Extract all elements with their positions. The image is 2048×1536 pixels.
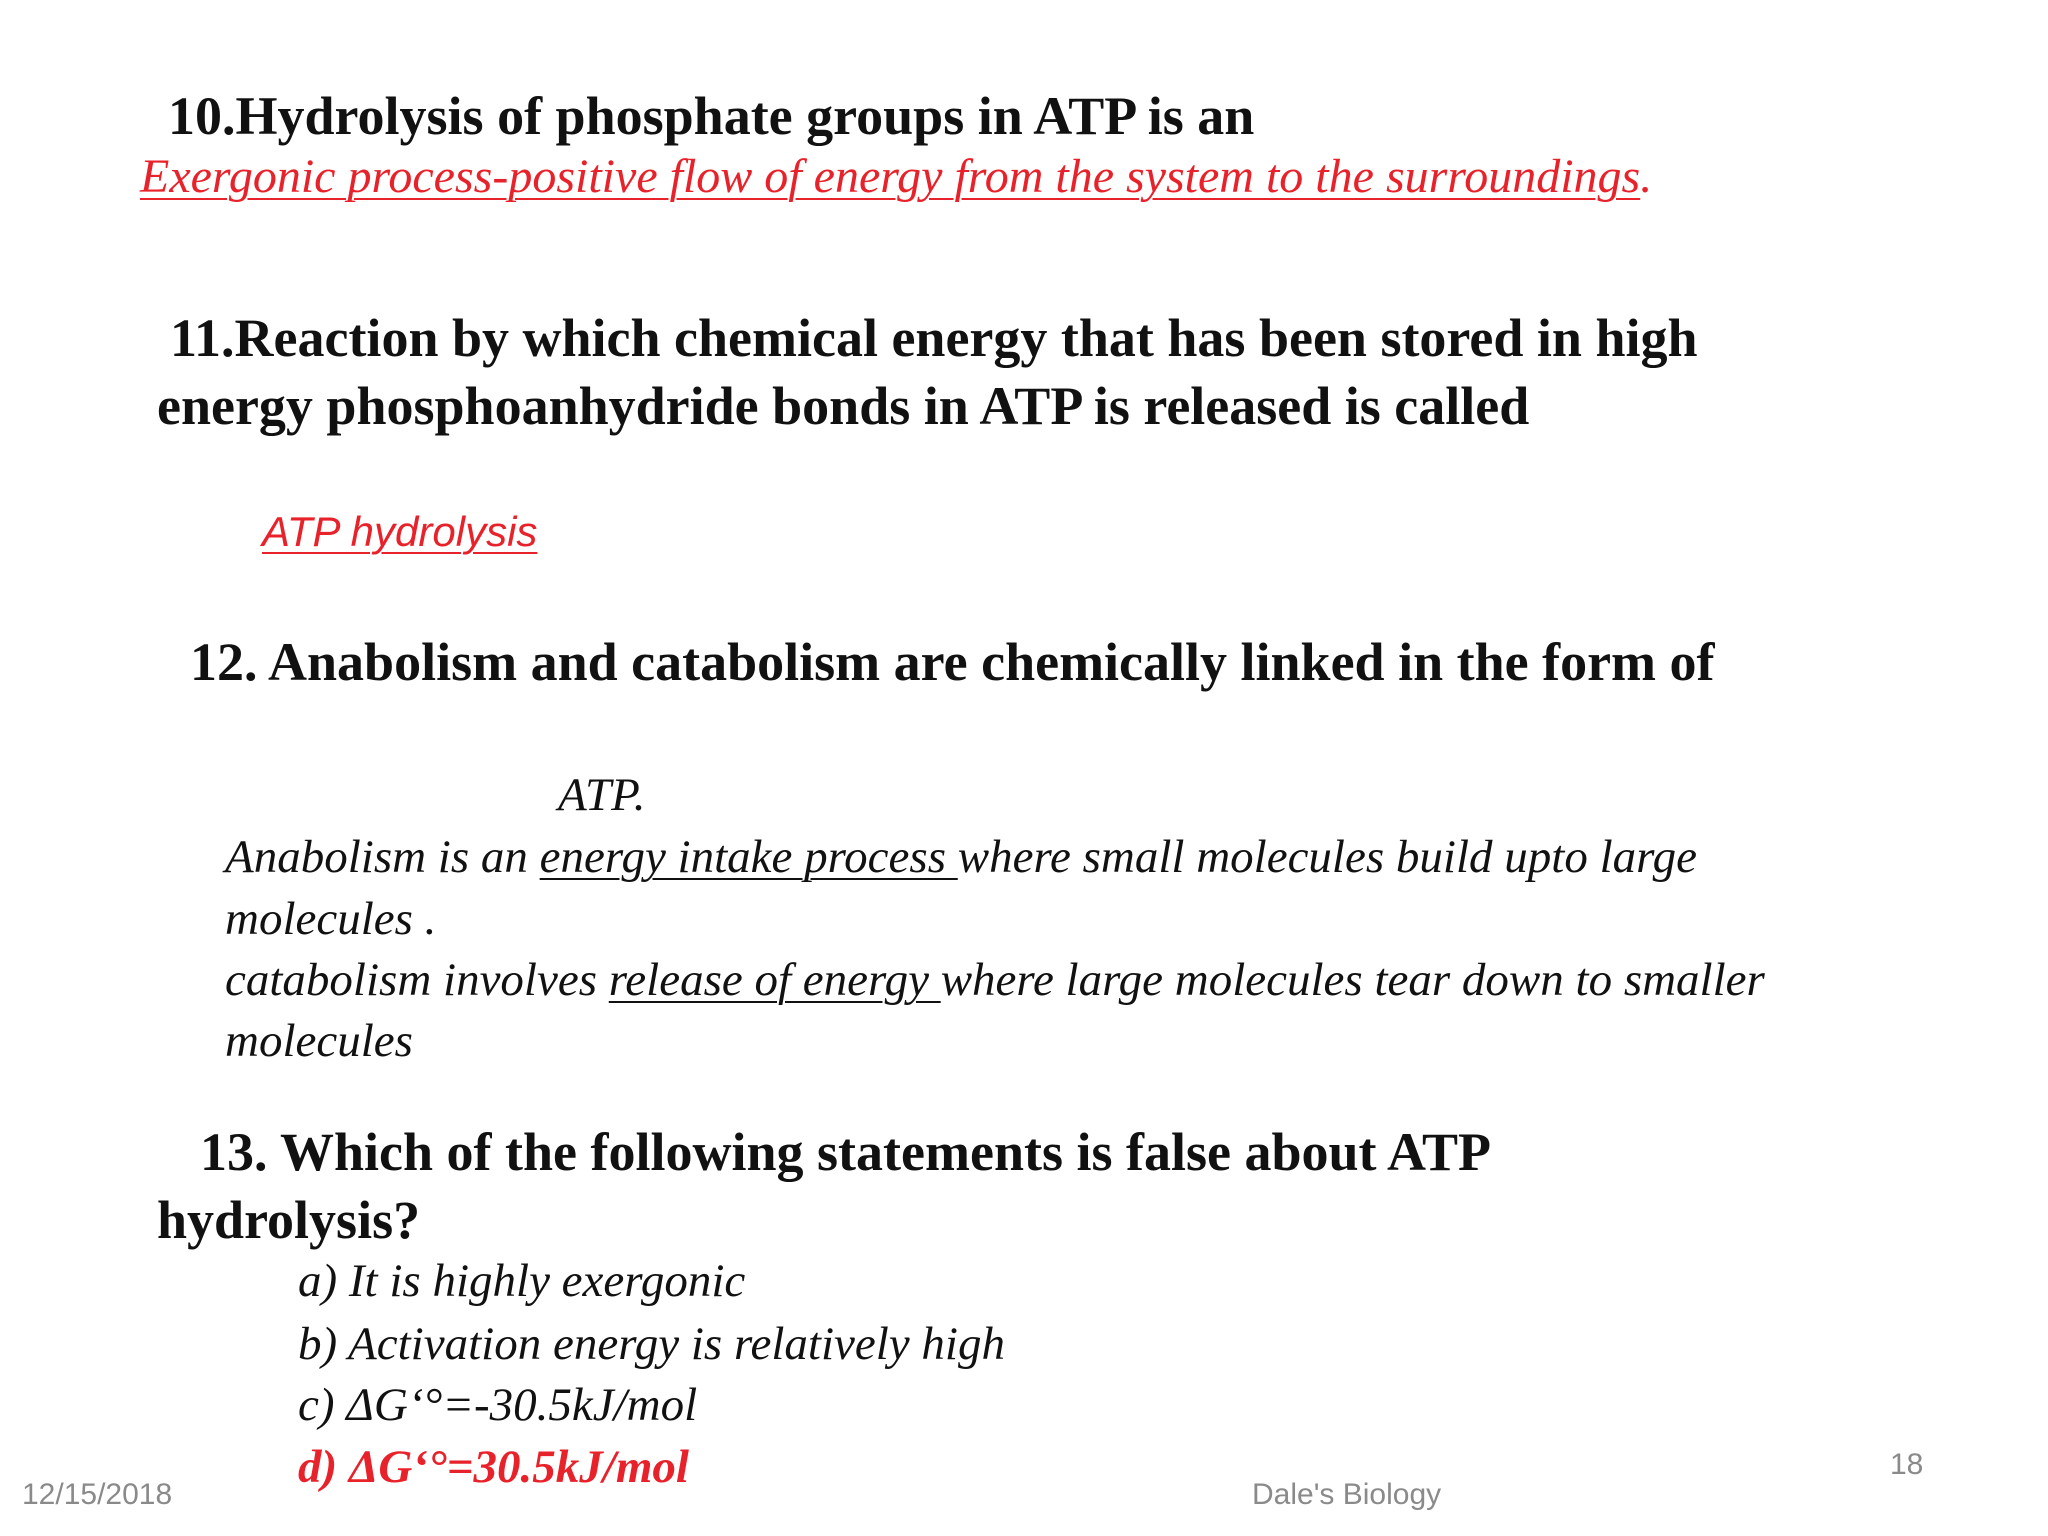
q12-catabolism-cont: molecules — [225, 1015, 413, 1067]
q13-option-a: a) It is highly exergonic — [298, 1255, 746, 1307]
q13-question-line1: 13. Which of the following statements is false about ATP — [200, 1122, 1492, 1182]
q12-question: 12. Anabolism and catabolism are chemically linked in the form of — [190, 632, 1715, 692]
q11-question-line2: energy phosphoanhydride bonds in ATP is released is called — [157, 376, 1530, 436]
q11-question-line1: 11.Reaction by which chemical energy that has been stored in high — [170, 308, 1698, 368]
q10-question: 10.Hydrolysis of phosphate groups in ATP is an — [168, 86, 1255, 146]
q10-answer-text: Exergonic process-positive flow of energy from the system to the surroundings — [140, 150, 1641, 203]
q12-answer: ATP. — [558, 769, 646, 821]
q13-option-c: c) ΔG‘°=-30.5kJ/mol — [298, 1379, 698, 1431]
q12-catabolism-pre: catabolism involves — [225, 954, 609, 1006]
q12-anabolism-line — [225, 826, 1697, 888]
q10-answer — [140, 146, 1652, 208]
q13-option-b: b) Activation energy is relatively high — [298, 1318, 1005, 1370]
q12-catabolism-post: where large molecules tear down to smaller — [940, 954, 1765, 1006]
q12-anabolism-cont: molecules . — [225, 893, 437, 945]
q12-anabolism-post: where small molecules build upto large — [957, 831, 1698, 883]
slide-number: 18 — [1890, 1448, 1924, 1481]
q12-catabolism-underlined: release of energy — [608, 954, 941, 1006]
footer-date: 12/15/2018 — [22, 1478, 173, 1511]
q13-question-line2: hydrolysis? — [157, 1190, 421, 1250]
q12-anabolism-pre: Anabolism is an — [225, 831, 540, 883]
q10-answer-period: . — [1640, 150, 1653, 203]
q12-anabolism-underlined: energy intake process — [539, 831, 958, 883]
q13-option-d: d) ΔG‘°=30.5kJ/mol — [298, 1441, 689, 1493]
q11-answer: ATP hydrolysis — [262, 508, 538, 555]
footer-title: Dale's Biology — [1252, 1478, 1442, 1511]
q12-catabolism-line — [225, 949, 1765, 1011]
